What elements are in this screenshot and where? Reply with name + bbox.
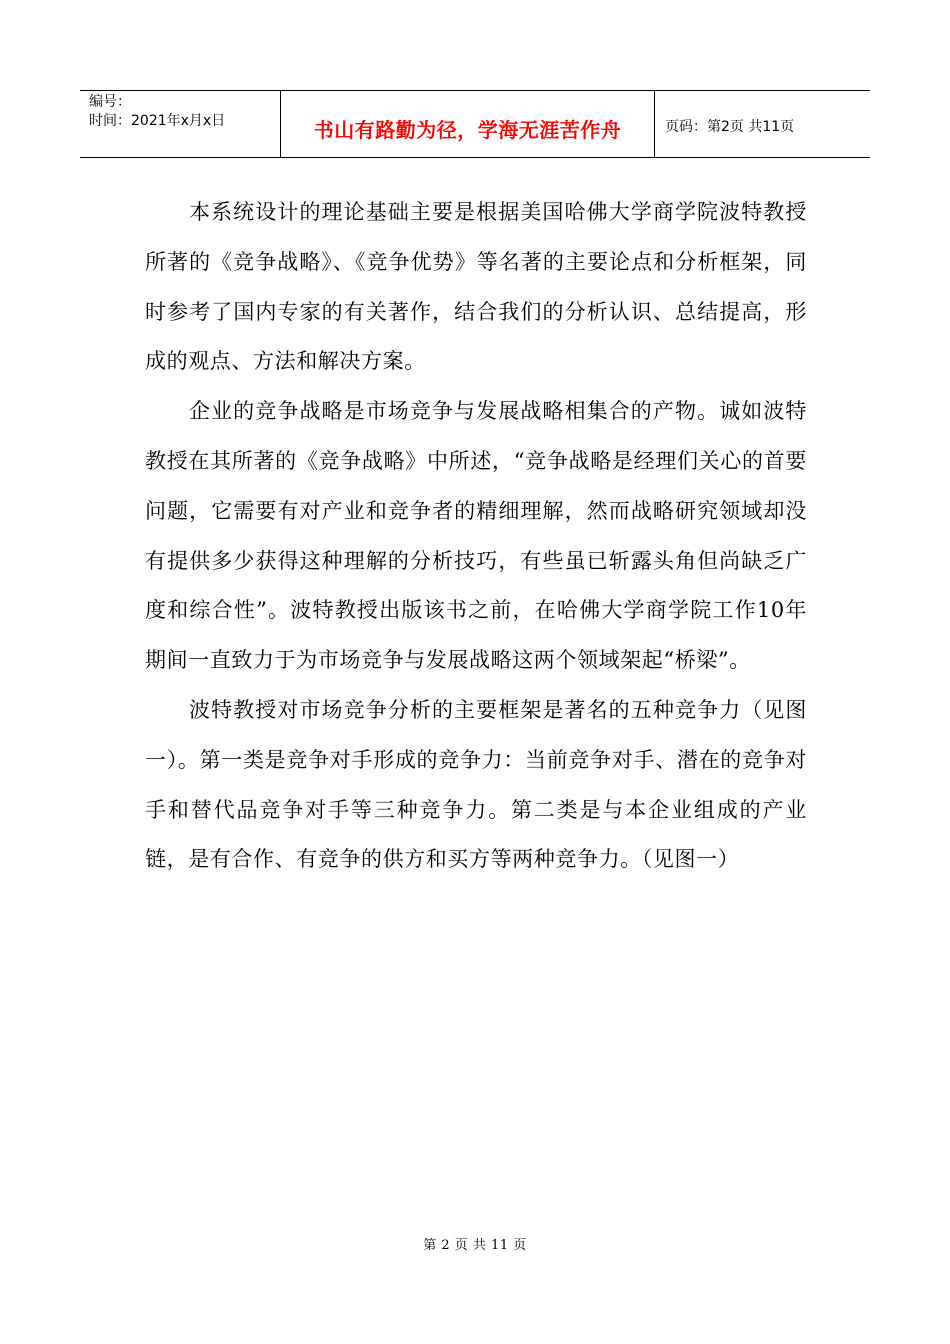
paragraph: 本系统设计的理论基础主要是根据美国哈佛大学商学院波特教授所著的《竞争战略》、《竞争优势》等名著的主要论点和分析框架，同时参考了国内专家的有关著作，结合我们的分析认识、总结提高，形成的观点、方法和解决方案。 — [145, 200, 807, 374]
header-page-cell — [655, 91, 870, 157]
paragraph: 波特教授对市场竞争分析的主要框架是著名的五种竞争力（见图一）。第一类是竞争对手形成的竞争力：当前竞争对手、潜在的竞争对手和替代品竞争对手等三种竞争力。第二类是与本企业组成的产业链，是有合作、有竞争的供方和买方等两种竞争力。（见图一） — [145, 697, 807, 872]
header-page-info: 页码：第2页 共11页 — [665, 119, 795, 135]
header-meta-cell — [80, 91, 281, 157]
document-time-label: 时间：2021年x月x日 — [89, 113, 226, 129]
document-number-label: 编号： — [89, 94, 131, 110]
document-body — [145, 188, 807, 885]
paragraph: 企业的竞争战略是市场竞争与发展战略相集合的产物。诚如波特教授在其所著的《竞争战略》中所述，“竞争战略是经理们关心的首要问题，它需要有对产业和竞争者的精细理解，然而战略研究领域却没有提供多少获得这种理解的分析技巧，有些虽已斩露头角但尚缺乏广度和综合性”。波特教授出版该书之前，在哈佛大学商学院工作10年期间一直致力于为市场竞争与发展战略这两个领域架起“桥梁”。 — [145, 399, 807, 673]
page-header — [80, 90, 870, 158]
header-motto: 书山有路勤为径，学海无涯苦作舟 — [313, 117, 622, 142]
header-motto-cell — [281, 91, 655, 157]
page-footer: 第 2 页 共 11 页 — [423, 1238, 527, 1253]
